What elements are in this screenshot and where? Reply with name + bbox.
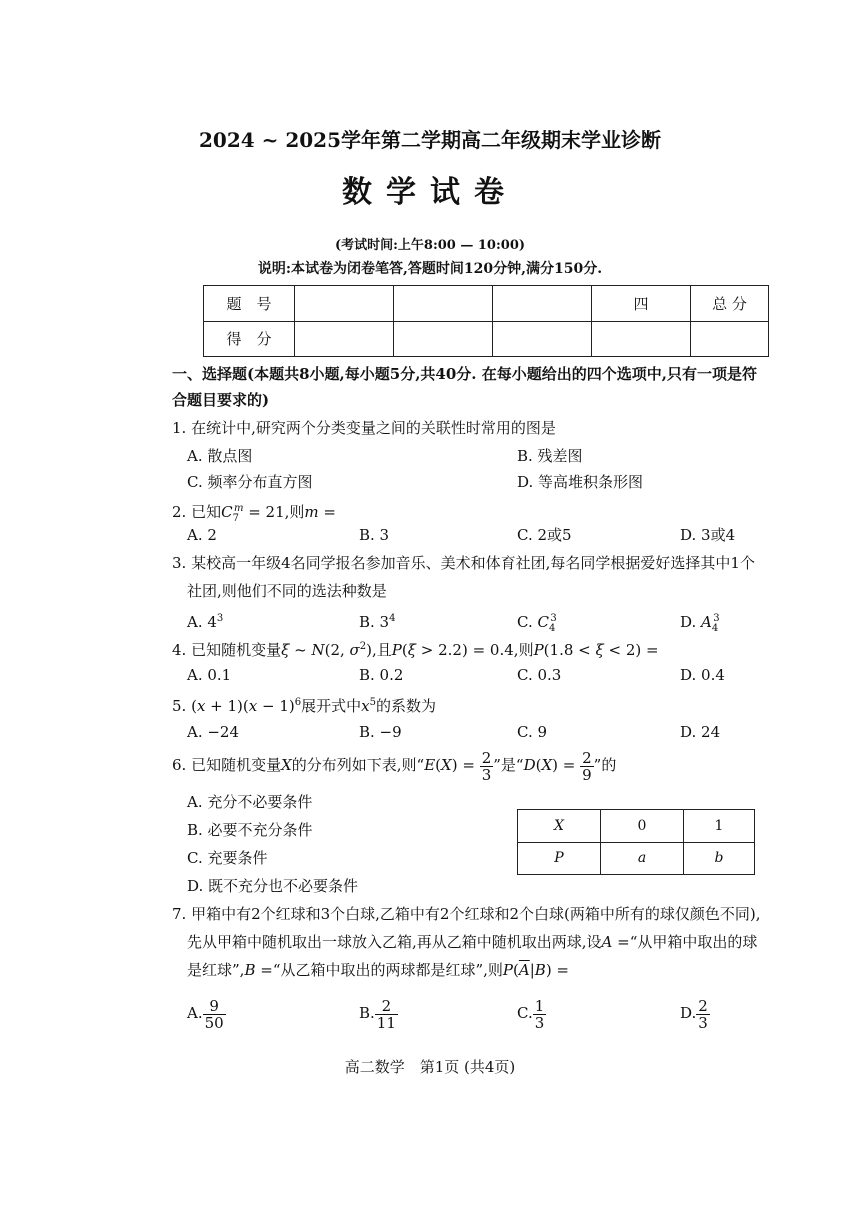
fraction: [203, 998, 226, 1031]
q7-event-a: “从甲箱中取出的球: [629, 933, 758, 951]
q7-option-b-label: B.: [359, 1004, 375, 1022]
distribution-value-row: [518, 842, 755, 875]
q2-stem-post: = 21,则: [243, 503, 305, 521]
exam-time: (考试时间:上午8:00 — 10:00): [334, 238, 526, 253]
q7-option-b[interactable]: [359, 993, 398, 1033]
q3-option-c-label: C.: [517, 613, 538, 631]
q7-option-d[interactable]: [680, 993, 710, 1033]
q5-stem-post: 展开式中: [301, 697, 362, 715]
q4-stem-end: =: [641, 641, 659, 659]
q6-option-a[interactable]: A. 充分不必要条件: [187, 793, 313, 811]
q7-stem-line3-pre: 是红球”,: [187, 961, 245, 979]
distribution-table: [517, 809, 755, 875]
q4-stem: 4. 已知随机变量ξ ~ N(2, $\sigma^2$),且P(ξ > 2.2) = 0.4,则P(1.8 < ξ < 2) =: [172, 641, 659, 659]
q5-option-d[interactable]: D. 24: [680, 723, 721, 741]
score-cell: 四: [592, 286, 691, 322]
q7-option-d-label: D.: [680, 1004, 697, 1022]
frac-denominator: 50: [204, 1013, 224, 1032]
dist-cell: 1: [684, 810, 755, 843]
score-table: [203, 285, 769, 357]
dist-cell: P: [518, 842, 601, 875]
q5-option-c[interactable]: C. 9: [517, 723, 548, 741]
score-cell: [493, 286, 592, 322]
q3-option-c[interactable]: C. $C_4^3$: [517, 613, 557, 634]
q2-var: m: [304, 503, 319, 521]
q4-stem-pre: 4. 已知随机变量: [172, 641, 282, 659]
q2-option-b[interactable]: B. 3: [359, 526, 390, 544]
exam-title: 2024 ~ 2025学年第二学期高二年级期末学业诊断: [198, 128, 661, 152]
score-cell: 题 号: [204, 286, 295, 322]
q3-option-d[interactable]: D. $A_4^3$: [680, 613, 720, 634]
q7-stem-line1: 7. 甲箱中有2个红球和3个白球,乙箱中有2个红球和2个白球(两箱中所有的球仅颜色不同),: [172, 905, 761, 923]
fraction: [375, 998, 398, 1031]
q2-option-a[interactable]: A. 2: [187, 526, 217, 544]
q1-stem: 1. 在统计中,研究两个分类变量之间的关联性时常用的图是: [172, 419, 556, 437]
q7-stem-line2: 先从甲箱中随机取出一球放入乙箱,再从乙箱中随机取出两球,设A =“从甲箱中取出的球: [187, 933, 758, 951]
q3-stem-line1: 3. 某校高一年级4名同学报名参加音乐、美术和体育社团,每名同学根据爱好选择其中1个: [172, 554, 755, 572]
score-cell[interactable]: [592, 321, 691, 357]
section-heading-cont: 合题目要求的): [172, 391, 270, 409]
q2-stem: 2. 已知$C_7^m = 21$,则m =: [172, 503, 336, 524]
q6-option-b[interactable]: B. 必要不充分条件: [187, 821, 313, 839]
score-row-header: [204, 286, 769, 322]
q6-stem-end: ”的: [593, 756, 617, 774]
q4-option-b[interactable]: B. 0.2: [359, 666, 404, 684]
q1-option-a[interactable]: A. 散点图: [187, 447, 253, 465]
q5-stem: 5. $(x + 1)(x - 1)^6$展开式中$x^5$的系数为: [172, 697, 436, 715]
page-footer: 高二数学 第1页 (共4页): [344, 1058, 516, 1076]
q7-stem-line3: 是红球”,B =“从乙箱中取出的两球都是红球”,则$P(\overline{A}|B)$ =: [187, 961, 570, 979]
score-cell: 总 分: [691, 286, 769, 322]
q3-option-a-label: A. 4: [187, 613, 217, 631]
section-heading-line1: 一、选择题(本题共8小题,每小题5分,共40分. 在每小题给出的四个选项中,只有一项是符: [172, 365, 757, 383]
dist-cell: X: [518, 810, 601, 843]
q6-stem: 6. 已知随机变量X的分布列如下表,则“E(X) = $\frac{2}{3}$ ”是“D(X) = $\frac{2}{9}$ ”的: [172, 748, 617, 784]
score-row-values: [204, 321, 769, 357]
frac-denominator: 3: [698, 1013, 708, 1032]
q5-stem-end: 的系数为: [375, 697, 436, 715]
q2-option-d[interactable]: D. 3或4: [680, 526, 736, 544]
score-cell[interactable]: [295, 321, 394, 357]
dist-cell: a: [601, 842, 684, 875]
q6-stem-pre: 6. 已知随机变量: [172, 756, 282, 774]
q7-option-a[interactable]: [187, 993, 226, 1033]
frac-numerator: 9: [203, 998, 226, 1015]
q3-option-d-label: D.: [680, 613, 702, 631]
q2-stem-pre: 2. 已知: [172, 503, 222, 521]
distribution-header-row: [518, 810, 755, 843]
q7-option-a-label: A.: [187, 1004, 203, 1022]
section-heading: [172, 364, 757, 384]
q6-stem-mid2: ”是“: [493, 756, 524, 774]
q6-stem-mid: 的分布列如下表,则“: [291, 756, 425, 774]
q6-option-d[interactable]: D. 既不充分也不必要条件: [187, 877, 359, 895]
q3-option-a[interactable]: A. $4^3$: [187, 613, 224, 631]
q5-option-a[interactable]: A. −24: [187, 723, 240, 741]
q7-option-c-label: C.: [517, 1004, 533, 1022]
q2-option-c[interactable]: C. 2或5: [517, 526, 572, 544]
frac-numerator: 1: [534, 996, 545, 1015]
dist-cell: 0: [601, 810, 684, 843]
q4-option-c[interactable]: C. 0.3: [517, 666, 562, 684]
score-cell[interactable]: [493, 321, 592, 357]
q7-option-c[interactable]: [517, 993, 546, 1033]
frac-numerator: 2: [375, 998, 398, 1015]
score-cell[interactable]: [691, 321, 769, 357]
q4-option-d[interactable]: D. 0.4: [680, 666, 725, 684]
q4-option-a[interactable]: A. 0.1: [187, 666, 232, 684]
dist-cell: b: [684, 842, 755, 875]
score-cell[interactable]: [394, 321, 493, 357]
frac-numerator: 2: [698, 996, 708, 1015]
fraction: $\frac{2}{3}$: [481, 748, 492, 784]
q3-stem-line2: 社团,则他们不同的选法种数是: [187, 582, 387, 600]
q2-eq: =: [318, 503, 336, 521]
score-cell: [295, 286, 394, 322]
q7-stem-line2-text: 先从甲箱中随机取出一球放入乙箱,再从乙箱中随机取出两球,设: [187, 933, 602, 951]
score-cell: 得 分: [204, 321, 295, 357]
q1-option-c[interactable]: C. 频率分布直方图: [187, 473, 313, 491]
q3-option-b[interactable]: B. $3^4$: [359, 613, 396, 631]
q1-option-b[interactable]: B. 残差图: [517, 447, 583, 465]
frac-denominator: 11: [376, 1013, 396, 1032]
q7-event-b: “从乙箱中取出的两球都是红球”,则: [272, 961, 503, 979]
fraction: [533, 998, 547, 1031]
exam-instructions: 说明:本试卷为闭卷笔答,答题时间120分钟,满分150分.: [257, 261, 603, 277]
q5-option-b[interactable]: B. −9: [359, 723, 402, 741]
frac-denominator: 3: [534, 1013, 545, 1032]
fraction: [696, 998, 710, 1031]
q4-stem-mid: ,且: [372, 641, 392, 659]
q4-stem-mid2: ,则: [513, 641, 534, 659]
q1-option-d[interactable]: D. 等高堆积条形图: [517, 473, 644, 491]
q6-option-c[interactable]: C. 充要条件: [187, 849, 268, 867]
score-cell: [394, 286, 493, 322]
subject-title: 数学试卷: [342, 175, 518, 210]
q3-option-b-label: B. 3: [359, 613, 390, 631]
fraction: $\frac{2}{9}$: [582, 748, 592, 784]
